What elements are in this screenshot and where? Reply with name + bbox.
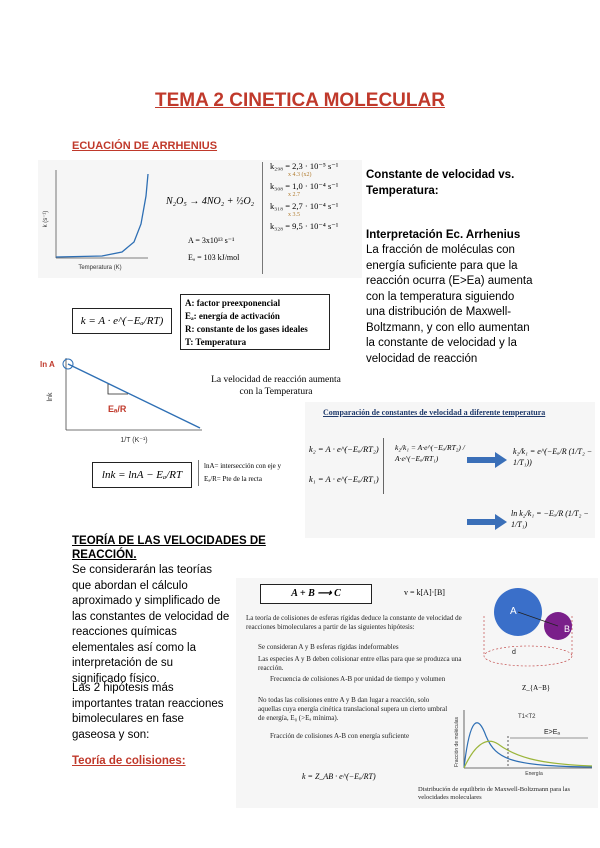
- lnk-xlabel: 1/T (K⁻¹): [120, 437, 148, 444]
- result2-formula: ln k₂/k₁ = −Eₐ/R (1/T₂ − 1/T₁): [511, 509, 589, 529]
- k1-formula: k₁ = A · e^(−Eₐ/RT₁): [309, 474, 379, 484]
- ln-note-2: Eₐ/R= Pte de la recta: [204, 475, 262, 483]
- factor-3: x 3.5: [288, 212, 300, 218]
- theory-body-2: Las 2 hipótesis más importantes tratan reacciones bimoleculares en fase gaseosa y son:: [72, 682, 224, 741]
- mb-caption: Distribución de equilibrio de Maxwell-Boltzmann para las velocidades moleculares: [418, 786, 570, 801]
- comparison-heading: Comparación de constantes de velocidad a diferente temperatura: [323, 408, 546, 417]
- k2-formula: k₂ = A · e^(−Eₐ/RT₂): [309, 444, 379, 454]
- sphere-b-label: B: [564, 624, 571, 634]
- velocity-note: La velocidad de reacción aumenta con la Temperatura: [211, 375, 341, 397]
- arrhenius-legend: [180, 294, 330, 350]
- mb-chart: [452, 706, 594, 776]
- collision-equation: A + B ⟶ C: [260, 584, 372, 604]
- legend-ea: Eₐ: energía de activación: [185, 311, 280, 321]
- result1-formula: k₂/k₁ = e^(−Eₐ/R (1/T₂ − 1/T₁)): [513, 447, 593, 467]
- ratio-formula: k₂/k₁ = A·e^(−Eₐ/RT₂) / A·e^(−Eₐ/RT₁): [395, 443, 465, 463]
- final-equation: k = Z_AB · e^(−Eₐ/RT): [302, 772, 376, 781]
- sub-2: Las especies A y B deben colisionar entre ellas para que se produzca una reacción.: [258, 655, 462, 672]
- lna-label: ln A: [40, 360, 55, 369]
- slope-label: Eₐ/R: [108, 404, 127, 414]
- lnk-chart-panel: [38, 352, 206, 448]
- sphere-a-label: A: [510, 606, 517, 617]
- exp-chart-xlabel: Temperatura (K): [78, 265, 122, 271]
- lnk-ylabel: lnk: [47, 392, 54, 402]
- rate-298: k₂₉₈ = 2,3 · 10⁻⁵ s⁻¹: [270, 161, 339, 171]
- theory-heading: TEORÍA DE LAS VELOCIDADES DE REACCIÓN.: [72, 535, 266, 561]
- sphere-d-label: d: [512, 649, 516, 656]
- theory-body-1: Se considerarán las teorías que abordan el cálculo aproximado y simplificado de las constantes de velocidad de reacciones químicas elementales así como la interpretación de su significado físico.: [72, 564, 230, 685]
- rates-brace: [262, 162, 267, 274]
- ln-notes: [198, 460, 314, 486]
- rate-308: k₃₀₈ = 1,0 · 10⁻⁴ s⁻¹: [270, 181, 339, 191]
- bullet-1: La teoría de colisiones de esferas rígidas deduce la constante de velocidad de reacciones bimoleculares a partir de las siguientes hipótesis:: [246, 614, 462, 631]
- rate-law: v = k[A]·[B]: [404, 588, 445, 597]
- interpretation-heading: Interpretación Ec. Arrhenius: [366, 229, 521, 241]
- legend-r: R: constante de los gases ideales: [185, 324, 308, 334]
- factor-2: x 2.7: [288, 192, 300, 198]
- exp-chart-panel: [38, 160, 362, 278]
- zab-label: Z_{A−B}: [522, 684, 551, 692]
- sub-1: Se consideran A y B esferas rígidas indeformables: [258, 643, 399, 651]
- legend-t: T: Temperatura: [185, 337, 247, 347]
- rate-318: k₃₁₈ = 2,7 · 10⁻⁴ s⁻¹: [270, 201, 339, 211]
- factor-1: x 4.3 (x2): [288, 172, 312, 178]
- mb-region: E>Eₐ: [544, 729, 561, 736]
- legend-a: A: factor preexponencial: [185, 298, 281, 308]
- mb-legend: T1<T2: [518, 714, 536, 720]
- collisions-heading: Teoría de colisiones:: [72, 755, 186, 767]
- ln-formula: lnk = lnA − Eₐ/RT: [92, 462, 192, 488]
- sub-3a: Fracción de colisiones A-B con energía suficiente: [270, 732, 410, 740]
- exp-chart-ylabel: k (s⁻¹): [43, 210, 49, 228]
- sub-3: No todas las colisiones entre A y B dan lugar a reacción, solo aquellas cuya energía cinética translacional supera un cierto umbral de energía, E₀ (>Eₐ mínima).: [258, 696, 448, 722]
- arrow-icon-2: [467, 514, 509, 530]
- collision-spheres: [482, 582, 596, 680]
- ln-note-1: lnA= intersección con eje y: [204, 462, 282, 470]
- lnk-chart: [38, 352, 206, 448]
- ea-value: Eₐ = 103 kJ/mol: [188, 253, 240, 262]
- interpretation-body: La fracción de moléculas con energía suficiente para que la reacción ocurra (E>Ea) aumenta con la temperatura siguiendo una distribución de Maxwell-Boltzmann, y con ello aumentan la constante de velocidad y la velocidad de reacción: [366, 244, 533, 365]
- exp-chart: [42, 164, 152, 272]
- comparison-brace: [383, 438, 384, 494]
- a-value: A = 3x10¹³ s⁻¹: [188, 236, 235, 245]
- comparison-panel: [305, 402, 595, 538]
- arrhenius-heading: ECUACIÓN DE ARRHENIUS: [72, 140, 218, 152]
- reaction-equation: N₂O₅ → 4NO₂ + ½O₂: [166, 196, 255, 207]
- arrhenius-formula: k = A · e^(−Eₐ/RT): [72, 308, 172, 334]
- arrow-icon: [467, 452, 509, 468]
- mb-ylabel: Fracción de moléculas: [454, 716, 460, 768]
- sub-2a: Frecuencia de colisiones A-B por unidad de tiempo y volumen: [270, 675, 446, 683]
- rate-328: k₃₂₈ = 9,5 · 10⁻⁴ s⁻¹: [270, 221, 339, 231]
- velocity-vs-temp-heading: Constante de velocidad vs. Temperatura:: [366, 169, 515, 197]
- mb-xlabel: Energía: [525, 771, 543, 776]
- page-title: TEMA 2 CINETICA MOLECULAR: [155, 90, 445, 111]
- rates-list: [270, 162, 338, 231]
- collision-panel: [236, 578, 598, 808]
